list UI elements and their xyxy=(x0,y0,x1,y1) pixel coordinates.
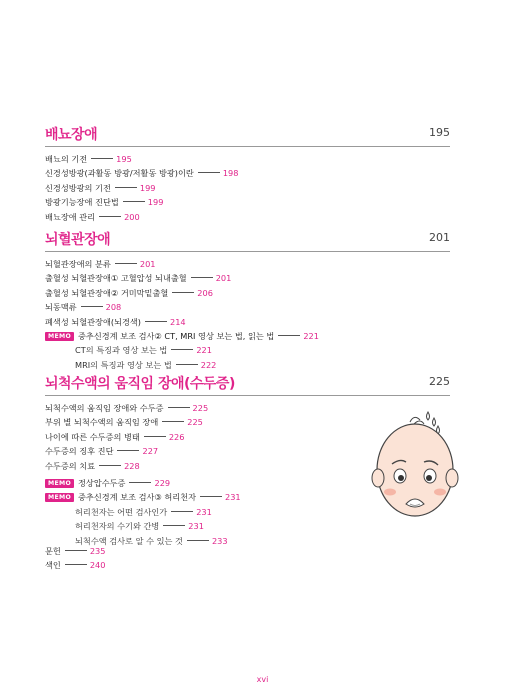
entry-page: 231 xyxy=(196,506,212,517)
toc-entry[interactable] xyxy=(45,181,450,195)
leader-line xyxy=(198,172,220,173)
entry-label: 문헌 xyxy=(45,546,61,556)
toc-entry[interactable] xyxy=(45,271,450,285)
leader-line xyxy=(99,465,121,466)
section-rule xyxy=(45,395,450,396)
leader-line xyxy=(123,201,145,202)
leader-line xyxy=(278,335,300,336)
leader-line xyxy=(129,482,151,483)
leader-line xyxy=(191,277,213,278)
entry-label: 허리천자의 수기와 간병 xyxy=(75,521,160,532)
entry-page: 201 xyxy=(139,259,156,269)
entry-list xyxy=(45,152,450,224)
entry-label: 방광기능장애 진단법 xyxy=(45,197,119,208)
memo-badge: MEMO xyxy=(45,479,74,488)
entry-label: 신경성방광의 기전 xyxy=(45,182,111,193)
entry-page: 231 xyxy=(224,492,241,503)
leader-line xyxy=(65,564,87,565)
entry-label: CT의 특징과 영상 보는 법 xyxy=(75,345,168,356)
toc-section-cerebrovascular xyxy=(45,229,450,370)
leader-line xyxy=(187,540,209,541)
toc-section-hydrocephalus xyxy=(45,373,450,546)
entry-page: 208 xyxy=(105,302,122,313)
leader-line xyxy=(162,421,184,422)
leader-line xyxy=(171,511,193,512)
entry-label: 나이에 따른 수두증의 병태 xyxy=(45,431,140,442)
entry-label: 폐색성 뇌혈관장애(뇌경색) xyxy=(45,316,141,327)
leader-line xyxy=(176,364,198,365)
entry-page: 235 xyxy=(89,546,106,556)
entry-page: 200 xyxy=(124,211,140,222)
entry-page: 198 xyxy=(222,168,239,179)
entry-page: 221 xyxy=(303,330,319,341)
entry-label: 수두증의 치료 xyxy=(45,460,96,471)
entry-page: 228 xyxy=(124,460,140,471)
leader-line xyxy=(168,407,190,408)
entry-page: 199 xyxy=(139,182,156,193)
entry-page: 195 xyxy=(116,154,132,164)
entry-label: 중추신경계 보조 검사② CT, MRI 영상 보는 법, 읽는 법 xyxy=(78,330,275,341)
section-page: 195 xyxy=(429,126,450,139)
leader-line xyxy=(81,306,103,307)
leader-line xyxy=(65,550,87,551)
toc-subentry[interactable] xyxy=(45,534,450,548)
toc-entry[interactable] xyxy=(45,300,450,314)
entry-page: 201 xyxy=(215,273,232,284)
leader-line xyxy=(115,263,137,264)
page-number: xvi xyxy=(256,675,269,684)
entry-page: 225 xyxy=(192,403,209,413)
entry-label: 중추신경계 보조 검사③ 허리천자 xyxy=(78,492,196,503)
toc-entry[interactable] xyxy=(45,166,450,180)
leader-line xyxy=(144,436,166,437)
entry-label: 배뇨의 기전 xyxy=(45,154,88,164)
worried-baby-face-icon xyxy=(370,408,460,528)
section-rule xyxy=(45,251,450,252)
entry-page: 233 xyxy=(211,535,228,546)
entry-page: 222 xyxy=(200,359,217,370)
memo-badge: MEMO xyxy=(45,493,74,502)
toc-entry[interactable] xyxy=(45,286,450,300)
toc-subentry[interactable] xyxy=(45,343,450,357)
leader-line xyxy=(117,450,139,451)
leader-line xyxy=(91,158,113,159)
entry-label: 배뇨장애 관리 xyxy=(45,211,96,222)
memo-badge: MEMO xyxy=(45,332,74,341)
section-title: 배뇨장애 xyxy=(45,127,98,143)
entry-label: 출혈성 뇌혈관장애① 고혈압성 뇌내출혈 xyxy=(45,273,187,284)
toc-entry-references[interactable] xyxy=(45,544,105,558)
section-rule xyxy=(45,146,450,147)
leader-line xyxy=(145,321,167,322)
section-title: 뇌척수액의 움직임 장애(수두증) xyxy=(45,376,235,392)
entry-page: 199 xyxy=(147,197,164,208)
entry-page: 206 xyxy=(197,287,213,298)
toc-entry[interactable] xyxy=(45,195,450,209)
toc-memo-entry[interactable] xyxy=(45,329,450,343)
leader-line xyxy=(172,292,194,293)
entry-label: 뇌척수액 검사로 알 수 있는 것 xyxy=(75,535,183,546)
entry-page: 229 xyxy=(154,477,171,488)
entry-label: MRI의 특징과 영상 보는 법 xyxy=(75,359,172,370)
entry-page: 227 xyxy=(142,446,159,457)
entry-label: 신경성방광(과활동 방광/저활동 방광)이란 xyxy=(45,168,194,179)
entry-page: 240 xyxy=(89,560,106,571)
toc-entry[interactable] xyxy=(45,257,450,271)
section-page: 225 xyxy=(429,375,450,388)
leader-line xyxy=(115,187,137,188)
entry-label: 뇌척수액의 움직임 장애와 수두증 xyxy=(45,403,164,413)
section-title: 뇌혈관장애 xyxy=(45,232,111,248)
entry-page: 226 xyxy=(168,431,185,442)
toc-entry-index[interactable] xyxy=(45,558,105,572)
section-page: 201 xyxy=(429,231,450,244)
entry-label: 정상압수두증 xyxy=(78,477,126,488)
toc-entry[interactable] xyxy=(45,315,450,329)
toc-section-urination xyxy=(45,124,450,222)
entry-label: 뇌동맥류 xyxy=(45,302,77,313)
entry-label: 뇌혈관장애의 분류 xyxy=(45,259,111,269)
entry-label: 출혈성 뇌혈관장애② 거미막밑출혈 xyxy=(45,287,169,298)
leader-line xyxy=(200,496,222,497)
entry-label: 색인 xyxy=(45,560,61,571)
entry-list xyxy=(45,257,450,372)
leader-line xyxy=(171,349,193,350)
entry-label: 부위 별 뇌척수액의 움직임 장애 xyxy=(45,417,159,428)
leader-line xyxy=(99,216,121,217)
entry-page: 221 xyxy=(196,345,212,356)
leader-line xyxy=(163,525,185,526)
reference-list xyxy=(45,544,105,573)
toc-subentry[interactable] xyxy=(45,358,450,372)
entry-page: 225 xyxy=(187,417,203,428)
entry-label: 수두증의 징후 진단 xyxy=(45,446,114,457)
entry-page: 214 xyxy=(170,316,186,327)
toc-entry[interactable] xyxy=(45,210,450,224)
entry-page: 231 xyxy=(188,521,204,532)
toc-entry[interactable] xyxy=(45,152,450,166)
entry-label: 허리천자는 어떤 검사인가 xyxy=(75,506,168,517)
